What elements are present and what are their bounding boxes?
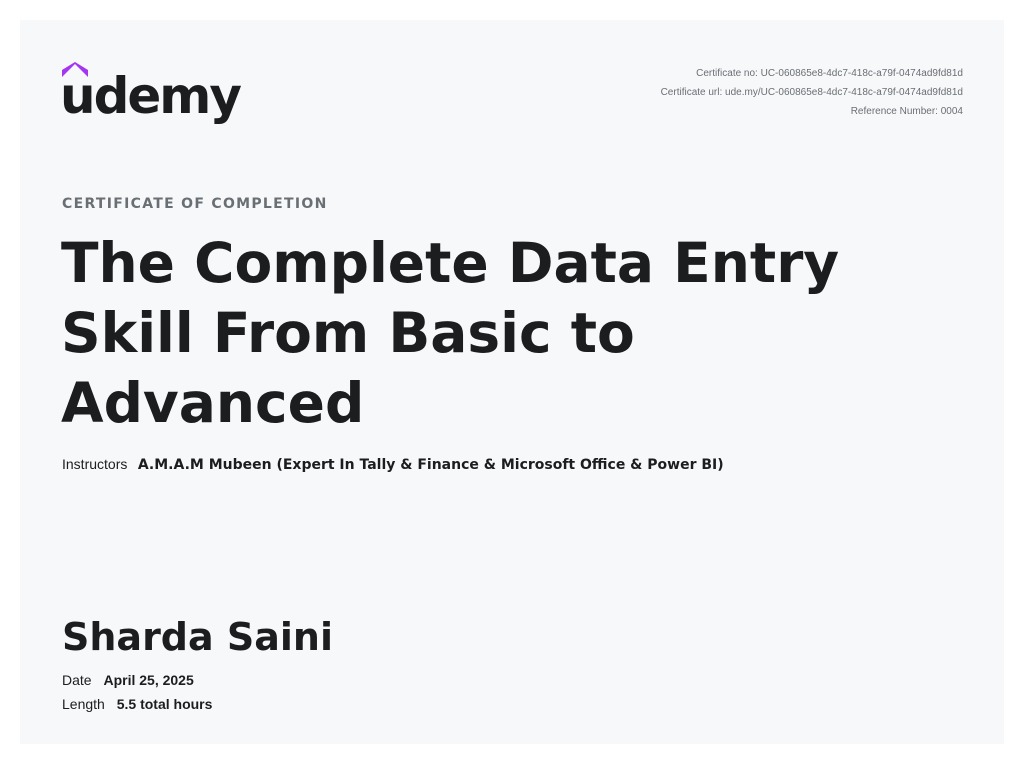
course-title: The Complete Data Entry Skill From Basic to Advanced: [61, 231, 840, 435]
length-row: [62, 696, 212, 712]
logo-wordmark: udemy: [60, 67, 240, 125]
date-label: Date: [62, 672, 92, 688]
date-row: [62, 672, 194, 688]
student-name: Sharda Saini: [62, 615, 333, 659]
instructors-label: Instructors: [62, 456, 128, 472]
certificate-number: Certificate no: UC-060865e8-4dc7-418c-a79f-0474ad9fd81d: [696, 68, 963, 79]
reference-number: Reference Number: 0004: [850, 106, 963, 117]
certificate-card: [20, 20, 1004, 744]
certificate-url: Certificate url: ude.my/UC-060865e8-4dc7-418c-a79f-0474ad9fd81d: [660, 87, 963, 98]
certificate-kicker: CERTIFICATE OF COMPLETION: [62, 196, 328, 212]
instructors-value: A.M.A.M Mubeen (Expert In Tally & Finance & Microsoft Office & Power BI): [137, 457, 724, 473]
length-label: Length: [62, 696, 105, 712]
instructors-row: [62, 456, 724, 473]
certificate-meta: [661, 64, 963, 121]
length-value: 5.5 total hours: [116, 696, 213, 712]
date-value: April 25, 2025: [103, 672, 194, 688]
udemy-logo: [60, 62, 240, 126]
